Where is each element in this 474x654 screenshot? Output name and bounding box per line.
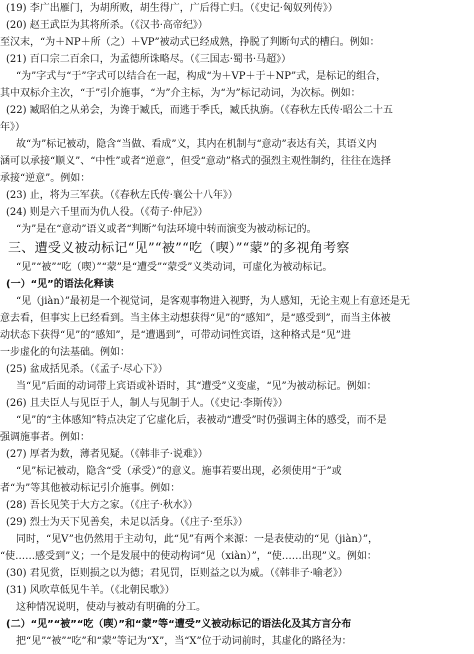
subsection-heading: (二）“见”“被”“吃（喫）”和“蒙”等“遭受”义被动标记的语法化及其方言分布: [6, 619, 352, 630]
example-30: (30) 君见赏，臣则损之以为德；君见罚，臣则益之以为威。（《韩非子·喻老》）: [6, 568, 348, 579]
example-20: (20) 赵王武臣为其将所杀。（《汉书·高帝纪》）: [6, 20, 208, 31]
example-19: (19) 李广出雁门，为胡所败，胡生得广，广后得亡归。（《史记·匈奴列传》）: [6, 3, 338, 14]
body-text-line: “使……感受到”义；一个是发展中的使动构词“见（xiàn）”，“使……出现”义。例如：: [0, 551, 377, 562]
example-27: (27) 厚者为数，薄者见疑。（《韩非子·说难》）: [6, 449, 208, 460]
example-21: (21) 百口宗二百余口，为孟德所诛略尽。（《三国志·蜀书·马超》）: [6, 54, 292, 65]
example-31: (31) 风吹草低见牛羊。（《北朝民歌》）: [6, 585, 175, 596]
body-text-line: 动状态下获得“见”的“感知”，是“遭遇到”，可带动词性宾语，这种格式是“见”进: [0, 330, 351, 341]
body-text-line: 年》）: [0, 122, 25, 133]
example-28: (28) 吾长见笑于大方之家。（《庄子·秋水》）: [6, 500, 198, 511]
example-22: (22) 臧昭伯之从弟会，为谗于臧氏，而逃于季氏，臧氏执旃。（《春秋左氏传·昭公二十五: [6, 105, 393, 116]
example-25: (25) 盆成括见杀。（《孟子·尽心下》）: [6, 364, 168, 375]
paragraph-line: “见”“被”“吃（喫）”“蒙”是“遭受”“蒙受”义类动词，可虚化为被动标记。: [16, 262, 333, 273]
paragraph-line: “见（jiàn）”最初是一个视觉词，是客观事物进入视野，为人感知，无论主观上有意还是无: [16, 296, 410, 307]
body-text-line: 至汉末，“为＋NP＋所（之）＋VP”被动式已经成熟，挣脱了判断句式的槽臼。例如：: [0, 37, 380, 48]
paragraph-line: “为”字式与“于”字式可以结合在一起，构成“为＋VP＋于＋NP”式，是标记的组合，: [16, 71, 387, 82]
body-text-line: 者“为”等其他被动标记引介施事。例如：: [0, 483, 181, 494]
section-heading: 三、遭受义被动标记“见”“被”“吃（喫）”“蒙”的多视角考察: [8, 241, 350, 256]
paragraph-line: 把“见”“被”“吃”和“蒙”等记为“X”，当“X”位于动词前时，其虚化的路径为：: [16, 636, 352, 647]
paragraph-line: 同时，“见V”也仍然用于主动句，此“见”有两个来源：一是表使动的“见（jiàn）”，: [16, 534, 378, 545]
example-26: (26) 且夫臣人与见臣于人，制人与见制于人。（《史记·李斯传》）: [6, 398, 288, 409]
example-24: (24) 则是六千里而为仇人役。（《荀子·仲尼》）: [6, 207, 208, 218]
body-text-line: 意去看，但事实上已经看到。当主体主动想获得“见”的“感知”，是“感受到”，而当主体被: [0, 313, 391, 324]
paragraph-line: “见”标记被动，隐含“受（承受）”的意义。施事若要出现，必须使用“于”或: [16, 466, 342, 477]
paragraph-line: 故“为”标记被动，隐含“当做、看成”义，其内在机制与“意动”表达有关，其语义内: [16, 139, 377, 150]
paragraph-line: “见”的“主体感知”特点决定了它虚化后，表被动“遭受”时仍强调主体的感受，而不是: [16, 415, 387, 426]
body-text-line: 涵可以承接“顺义”、“中性”或者“逆意”，但受“意动”格式的强烈主观性制约，往往在选择: [0, 156, 391, 167]
body-text-line: 强调施事者。例如：: [0, 432, 90, 443]
body-text-line: 承接“逆意”。例如：: [0, 173, 91, 184]
paragraph-line: 当“见”后面的动词带上宾语或补语时，其“遭受”义变虚，“见”为被动标记。例如：: [16, 381, 377, 392]
example-23: (23) 止，将为三军获。（《春秋左氏传·襄公十八年》）: [6, 190, 238, 201]
paragraph-line: 这种情况说明，使动与被动有明确的分工。: [16, 602, 206, 613]
example-29: (29) 烈士为天下见善矣，未足以活身。（《庄子·至乐》）: [6, 517, 248, 528]
body-text-line: 一步虚化的句法基础。例如：: [0, 347, 130, 358]
body-text-line: 其中双标介主次，“于”引介施事，“为”介主标，为“为”标记动词，为次标。例如：: [0, 88, 361, 99]
paragraph-line: “为”是在“意动”语义或者“判断”句法环境中转而演变为被动标记的。: [16, 224, 317, 235]
subsection-heading: (一）“见”的语法化释读: [6, 279, 114, 290]
